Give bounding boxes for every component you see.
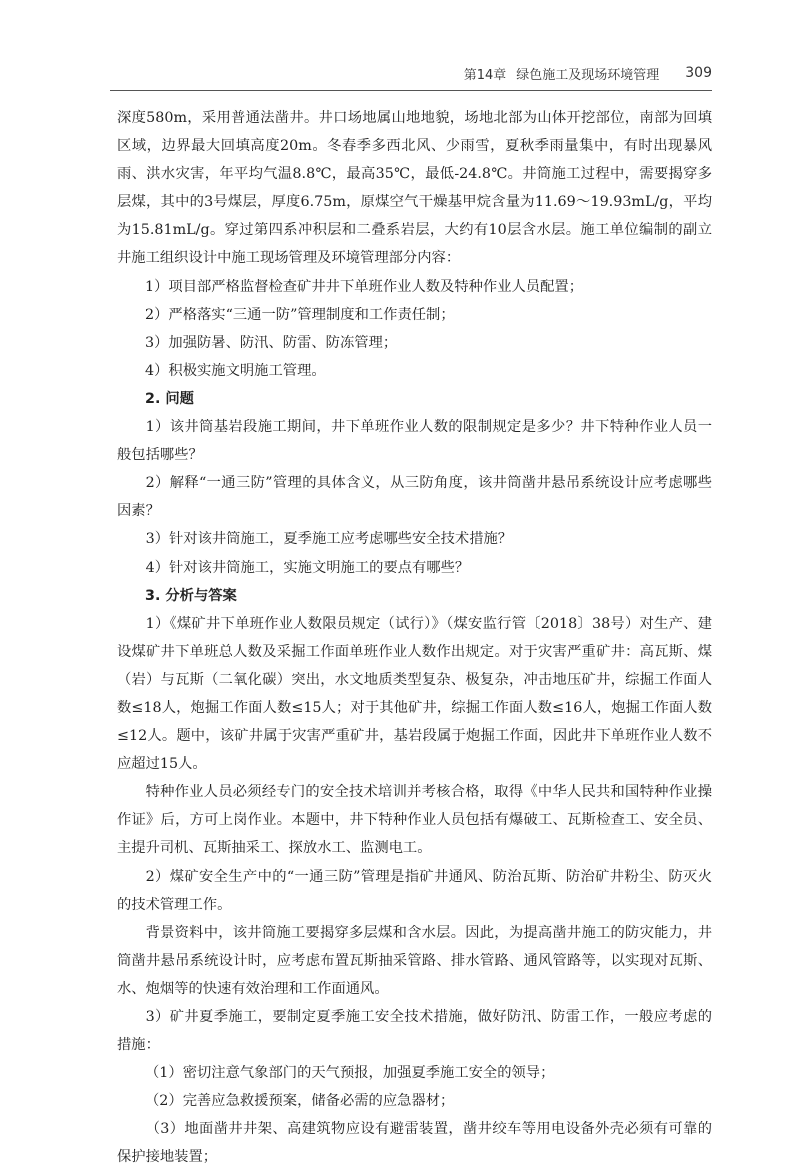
answer-paragraph: 特种作业人员必须经专门的安全技术培训并考核合格，取得《中华人民共和国特种作业操作证》后，方可上岗作业。本题中，井下特种作业人员包括有爆破工、瓦斯检查工、安全员、主提升司机、瓦斯抽采工、探放水工、监测电工。	[117, 784, 712, 857]
questions-heading: 2. 问题	[145, 390, 194, 407]
page-body	[117, 104, 712, 1172]
list-item: 1）项目部严格监督检查矿井井下单班作业人数及特种作业人员配置；	[145, 278, 583, 295]
list-item: 4）积极实施文明施工管理。	[145, 362, 326, 379]
page-number: 309	[685, 65, 712, 81]
chapter-title: 绿色施工及现场环境管理	[516, 67, 660, 83]
answer-paragraph: 3）矿井夏季施工，要制定夏季施工安全技术措施，做好防汛、防雷工作，一般应考虑的措施：	[117, 1009, 712, 1054]
measure-item: （2）完善应急救援预案，储备必需的应急器材；	[145, 1093, 455, 1110]
answer-paragraph: 2）煤矿安全生产中的“一通三防”管理是指矿井通风、防治瓦斯、防治矿井粉尘、防灭火的技术管理工作。	[117, 868, 712, 913]
measure-item: （1）密切注意气象部门的天气预报，加强夏季施工安全的领导；	[145, 1065, 555, 1082]
question-paragraph: 2）解释“一通三防”管理的具体含义，从三防角度，该井筒凿井悬吊系统设计应考虑哪些因素？	[117, 475, 712, 520]
question-paragraph: 3）针对该井筒施工，夏季施工应考虑哪些安全技术措施？	[145, 531, 513, 548]
answer-paragraph: 1）《煤矿井下单班作业人数限员规定（试行）》（煤安监行管〔2018〕38号）对生产、建设煤矿井下单班总人数及采掘工作面单班作业人数作出规定。对于灾害严重矿井：高瓦斯、煤（岩）与瓦斯（二氧化碳）突出，水文地质类型复杂、极复杂，冲击地压矿井，综掘工作面人数≤18人，炮掘工作面人数≤15人；对于其他矿井，综掘工作面人数≤16人，炮掘工作面人数≤12人。题中，该矿井属于灾害严重矿井，基岩段属于炮掘工作面，因此井下单班作业人数不应超过15人。	[117, 615, 712, 773]
header-rule	[110, 90, 712, 91]
question-paragraph: 4）针对该井筒施工，实施文明施工的要点有哪些？	[145, 559, 470, 576]
answers-heading: 3. 分析与答案	[145, 587, 237, 604]
intro-paragraph: 深度580m，采用普通法凿井。井口场地属山地地貌，场地北部为山体开挖部位，南部为回填区域，边界最大回填高度20m。冬春季多西北风、少雨雪，夏秋季雨量集中，有时出现暴风雨、洪水灾害，年平均气温8.8℃，最高35℃，最低-24.8℃。井筒施工过程中，需要揭穿多层煤，其中的3号煤层，厚度6.75m，原煤空气干燥基甲烷含量为11.69～19.93mL/g，平均为15.81mL/g。穿过第四系冲积层和二叠系岩层，大约有10层含水层。施工单位编制的副立井施工组织设计中施工现场管理及环境管理部分内容：	[117, 110, 712, 267]
question-paragraph: 1）该井筒基岩段施工期间，井下单班作业人数的限制规定是多少？井下特种作业人员一般包括哪些？	[117, 419, 712, 464]
answer-paragraph: 背景资料中，该井筒施工要揭穿多层煤和含水层。因此，为提高凿井施工的防灾能力，井筒凿井悬吊系统设计时，应考虑布置瓦斯抽采管路、排水管路、通风管路等，以实现对瓦斯、水、炮烟等的快速有效治理和工作面通风。	[117, 924, 712, 997]
chapter-number: 第14章	[463, 67, 507, 83]
running-header	[110, 62, 712, 84]
measure-item: （3）地面凿井井架、高建筑物应设有避雷装置，凿井绞车等用电设备外壳必须有可靠的保护接地装置；	[117, 1121, 712, 1166]
list-item: 2）严格落实“三通一防”管理制度和工作责任制；	[145, 306, 455, 323]
list-item: 3）加强防暑、防汛、防雷、防冻管理；	[145, 334, 398, 351]
